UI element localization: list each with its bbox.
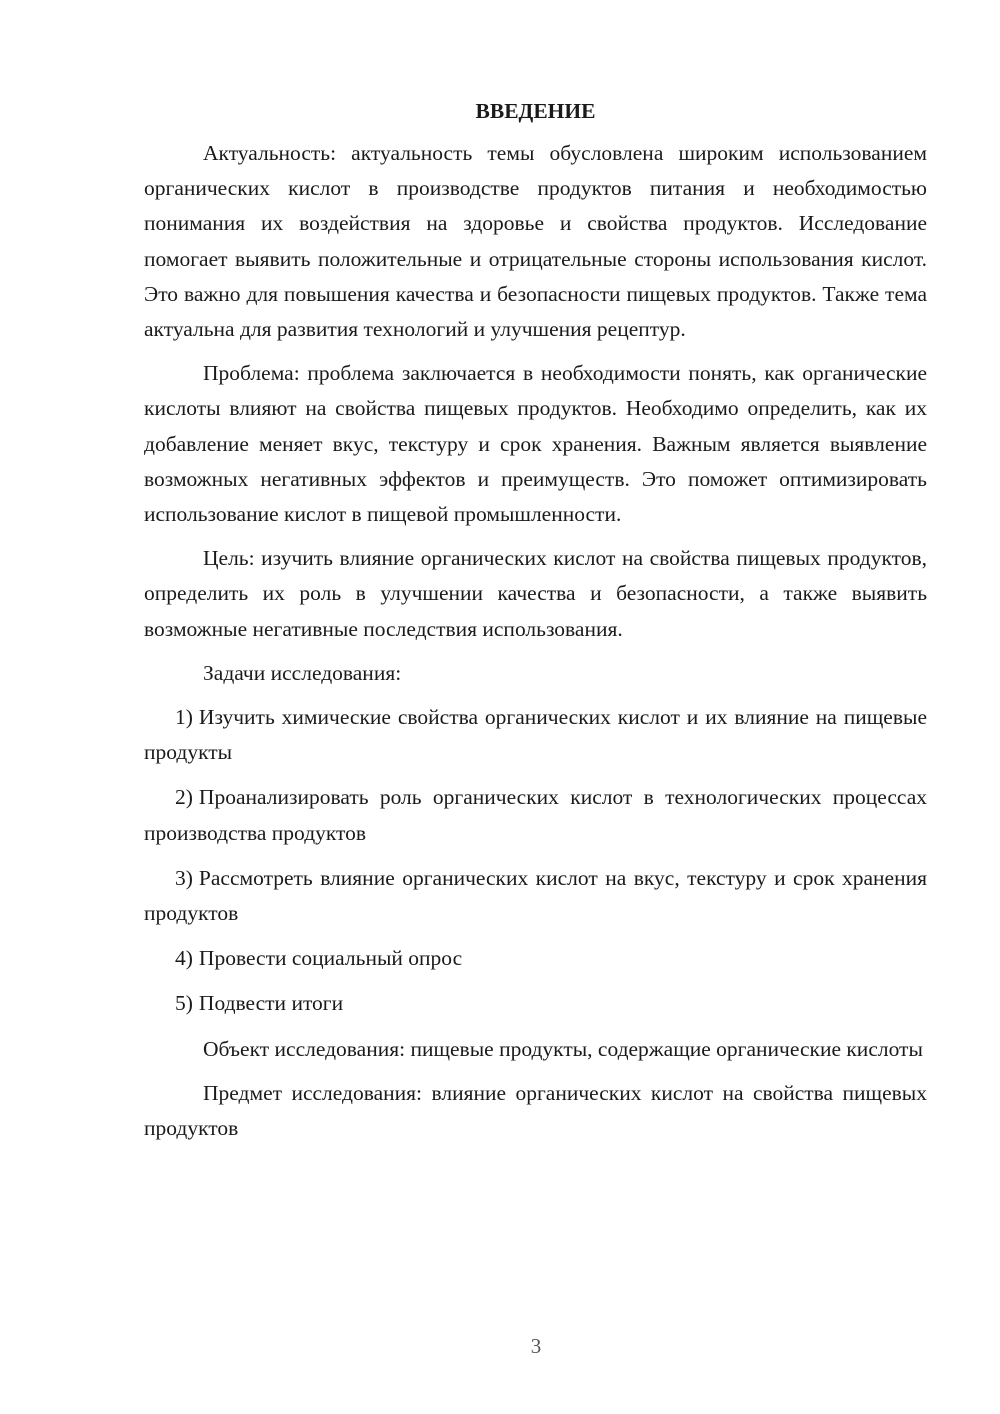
task-text: Подвести итоги (198, 991, 344, 1016)
task-item (144, 941, 927, 976)
task-item (144, 780, 927, 850)
paragraph-relevance: Актуальность: актуальность темы обусловлена широким использованием органических кислот в производстве продуктов питания и необходимостью понимания их воздействия на здоровье и свойства продуктов. Исследование помогает выявить положительные и отрицательные стороны использования кислот. Это важно для повышения качества и безопасности пищевых продуктов. Также тема актуальна для развития технологий и улучшения рецептур. (144, 141, 927, 342)
task-item (144, 861, 927, 931)
task-text: Рассмотреть влияние органических кислот на вкус, текстуру и срок хранения продуктов (144, 865, 927, 926)
task-number: 5) (175, 991, 193, 1016)
task-text: Изучить химические свойства органических кислот и их влияние на пищевые продукты (144, 705, 927, 765)
tasks-heading: Задачи исследования: (203, 660, 402, 685)
page-number: 3 (530, 1334, 542, 1358)
paragraph-subject: Предмет исследования: влияние органических кислот на свойства пищевых продуктов (144, 1080, 927, 1141)
paragraph-goal: Цель: изучить влияние органических кислот на свойства пищевых продуктов, определить их роль в улучшении качества и безопасности, а также выявить возможные негативные последствия использования. (144, 546, 927, 641)
paragraph-object: Объект исследования: пищевые продукты, содержащие органические кислоты (203, 1036, 923, 1061)
task-number: 1) (175, 705, 193, 730)
task-item (144, 700, 927, 770)
task-text: Проанализировать роль органических кислот в технологических процессах производства продуктов (144, 785, 927, 845)
task-number: 4) (175, 946, 193, 971)
document-page (144, 96, 927, 1155)
task-text: Провести социальный опрос (198, 946, 463, 971)
section-heading: ВВЕДЕНИЕ (475, 99, 596, 123)
paragraph-problem: Проблема: проблема заключается в необходимости понять, как органические кислоты влияют на свойства пищевых продуктов. Необходимо определить, как их добавление меняет вкус, текстуру и срок хранения. Важным является выявление возможных негативных эффектов и преимуществ. Это поможет оптимизировать использование кислот в пищевой промышленности. (144, 361, 927, 527)
task-item (144, 986, 927, 1021)
task-number: 2) (175, 785, 193, 810)
task-number: 3) (175, 865, 193, 890)
